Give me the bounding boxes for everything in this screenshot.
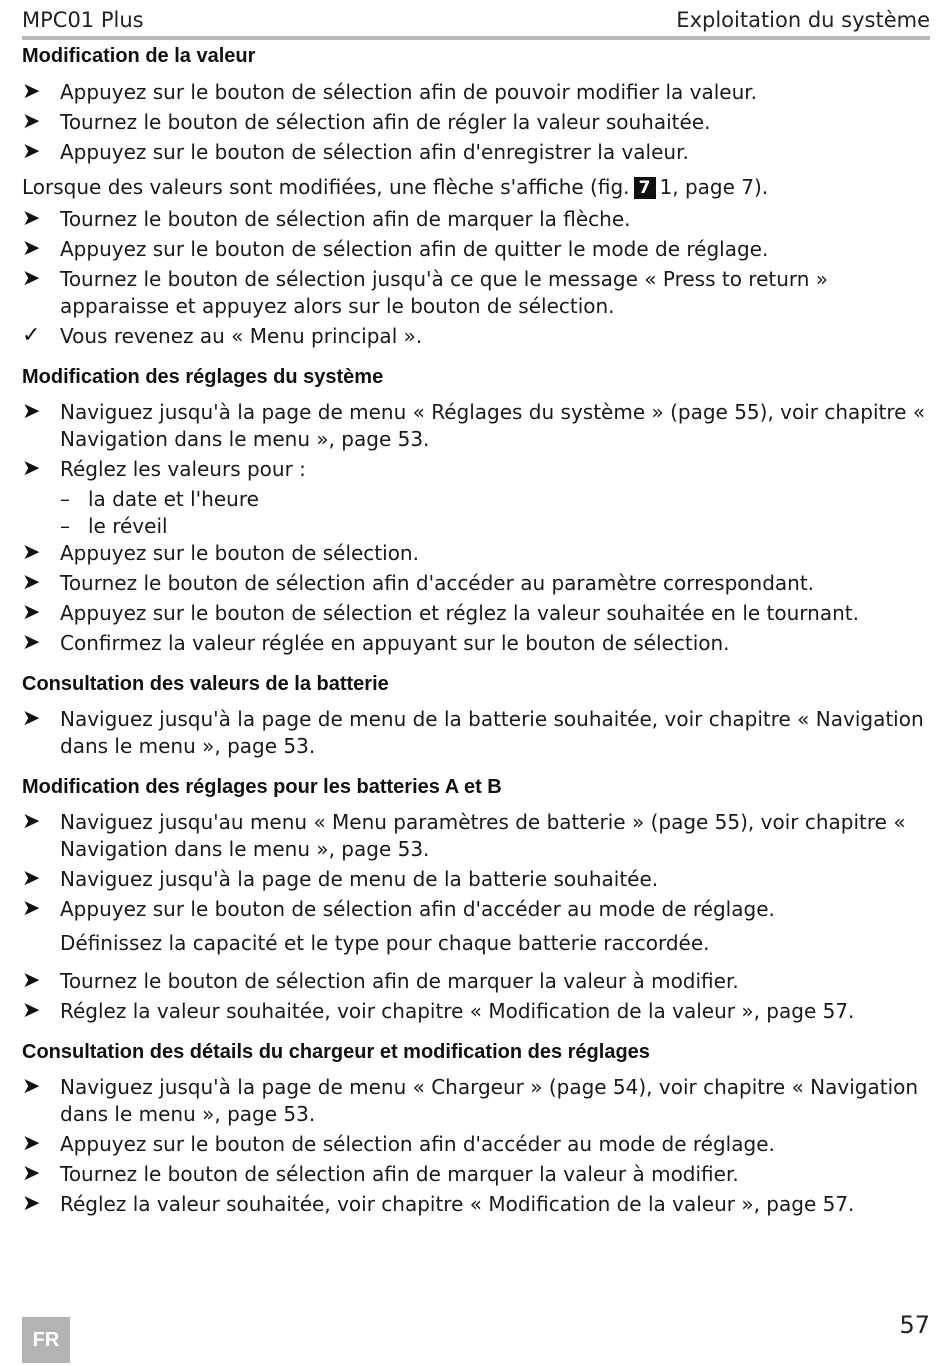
item-text: Appuyez sur le bouton de sélection afin d'accéder au mode de réglage. — [60, 1131, 775, 1156]
arrow-bullet-icon: ➤ — [22, 79, 41, 104]
item-text: Tournez le bouton de sélection afin de régler la valeur souhaitée. — [60, 110, 711, 134]
arrow-bullet-icon: ➤ — [22, 139, 41, 164]
page-content — [22, 42, 930, 1221]
item-text: Appuyez sur le bouton de sélection afin d'enregistrer la valeur. — [60, 140, 689, 164]
step-item — [22, 1161, 930, 1188]
header-product-name: MPC01 Plus — [22, 8, 144, 32]
section — [22, 773, 930, 1024]
arrow-bullet-icon: ➤ — [22, 1074, 41, 1099]
arrow-bullet-icon: ➤ — [22, 967, 41, 993]
item-text: Vous revenez au « Menu principal ». — [60, 323, 423, 348]
step-item — [22, 1191, 930, 1218]
step-item — [22, 1131, 930, 1158]
step-item — [22, 206, 930, 233]
section-heading: Modification des réglages pour les batteries A et B — [22, 776, 502, 798]
item-text: Naviguez jusqu'à la page de menu « Chargeur » (page 54), voir chapitre « Navigation dans le menu », page 53. — [60, 1075, 919, 1126]
item-text: Appuyez sur le bouton de sélection et réglez la valeur souhaitée en le tournant. — [60, 600, 859, 625]
arrow-bullet-icon: ➤ — [22, 706, 41, 731]
step-item — [22, 540, 930, 567]
arrow-bullet-icon: ➤ — [22, 399, 41, 424]
step-item — [22, 399, 930, 452]
item-text: Réglez la valeur souhaitée, voir chapitre « Modification de la valeur », page 57. — [60, 998, 855, 1023]
arrow-bullet-icon: ➤ — [22, 236, 41, 261]
arrow-bullet-icon: ➤ — [22, 599, 41, 625]
arrow-bullet-icon: ➤ — [22, 455, 41, 481]
item-text: Confirmez la valeur réglée en appuyant sur le bouton de sélection. — [60, 630, 730, 655]
header-section-title: Exploitation du système — [676, 8, 930, 32]
section — [22, 1038, 930, 1217]
dash-bullet: – — [60, 486, 70, 511]
item-text: Réglez la valeur souhaitée, voir chapitre « Modification de la valeur », page 57. — [60, 1191, 855, 1216]
item-text: Tournez le bouton de sélection afin de marquer la flèche. — [60, 207, 631, 231]
sub-item-text: le réveil — [88, 513, 168, 538]
sub-item — [22, 513, 930, 540]
figure-number-badge: 7 — [634, 177, 656, 199]
check-icon: ✓ — [22, 322, 41, 348]
item-text: Appuyez sur le bouton de sélection afin de quitter le mode de réglage. — [60, 237, 769, 261]
step-item — [22, 79, 930, 106]
arrow-bullet-icon: ➤ — [22, 539, 41, 565]
item-text: Réglez les valeurs pour : — [60, 456, 306, 481]
section — [22, 670, 930, 759]
page-header — [22, 6, 930, 40]
sub-item-text: la date et l'heure — [88, 486, 259, 511]
section — [22, 42, 930, 349]
step-item — [22, 866, 930, 893]
step-item — [22, 139, 930, 166]
item-text: Tournez le bouton de sélection afin de marquer la valeur à modifier. — [60, 1161, 739, 1186]
item-text: Naviguez jusqu'à la page de menu « Réglages du système » (page 55), voir chapitre « Navigation dans le menu », page 53. — [60, 400, 926, 451]
item-text: Tournez le bouton de sélection afin d'accéder au paramètre correspondant. — [60, 570, 815, 595]
sub-item — [22, 486, 930, 513]
dash-bullet: – — [60, 513, 70, 538]
section-heading: Modification de la valeur — [22, 45, 256, 67]
step-item — [22, 630, 930, 657]
arrow-bullet-icon: ➤ — [22, 809, 41, 834]
step-item — [22, 896, 930, 923]
section-heading: Consultation des valeurs de la batterie — [22, 673, 389, 695]
item-text: Tournez le bouton de sélection afin de marquer la valeur à modifier. — [60, 968, 739, 993]
paragraph-text: 1, page 7). — [659, 174, 769, 199]
arrow-bullet-icon: ➤ — [22, 895, 41, 921]
step-item — [22, 968, 930, 995]
item-text: Appuyez sur le bouton de sélection afin de pouvoir modifier la valeur. — [60, 80, 758, 104]
arrow-bullet-icon: ➤ — [22, 1190, 41, 1216]
arrow-bullet-icon: ➤ — [22, 266, 41, 291]
step-item — [22, 109, 930, 136]
item-text: Naviguez jusqu'à la page de menu de la batterie souhaitée, voir chapitre « Navigation dans le menu », page 53. — [60, 707, 924, 758]
note-paragraph: Définissez la capacité et le type pour chaque batterie raccordée. — [60, 931, 710, 955]
step-item — [22, 236, 930, 263]
step-item — [22, 456, 930, 483]
page-number: 57 — [899, 1311, 930, 1339]
arrow-bullet-icon: ➤ — [22, 865, 41, 891]
arrow-bullet-icon: ➤ — [22, 629, 41, 655]
step-item — [22, 266, 930, 319]
language-badge: FR — [22, 1317, 70, 1363]
arrow-bullet-icon: ➤ — [22, 1160, 41, 1186]
section-heading: Consultation des détails du chargeur et modification des réglages — [22, 1041, 650, 1063]
step-item — [22, 706, 930, 759]
arrow-bullet-icon: ➤ — [22, 109, 41, 134]
arrow-bullet-icon: ➤ — [22, 1130, 41, 1156]
item-text: Appuyez sur le bouton de sélection. — [60, 540, 419, 565]
arrow-bullet-icon: ➤ — [22, 206, 41, 231]
arrow-bullet-icon: ➤ — [22, 569, 41, 595]
section — [22, 363, 930, 656]
section-heading: Modification des réglages du système — [22, 366, 384, 388]
step-item — [22, 809, 930, 862]
paragraph-text: Lorsque des valeurs sont modifiées, une flèche s'affiche (fig. — [22, 174, 630, 199]
item-text: Tournez le bouton de sélection jusqu'à ce que le message « Press to return » apparaisse et appuyez alors sur le bouton de sélection. — [60, 267, 829, 318]
item-text: Naviguez jusqu'à la page de menu de la batterie souhaitée. — [60, 866, 659, 891]
step-item — [22, 600, 930, 627]
result-item — [22, 323, 930, 350]
step-item — [22, 570, 930, 597]
item-text: Appuyez sur le bouton de sélection afin d'accéder au mode de réglage. — [60, 896, 775, 921]
arrow-bullet-icon: ➤ — [22, 997, 41, 1023]
step-item — [22, 1074, 930, 1127]
step-item — [22, 998, 930, 1025]
figure-reference-paragraph — [22, 174, 930, 201]
item-text: Naviguez jusqu'au menu « Menu paramètres de batterie » (page 55), voir chapitre « Navigation dans le menu », page 53. — [60, 810, 906, 861]
